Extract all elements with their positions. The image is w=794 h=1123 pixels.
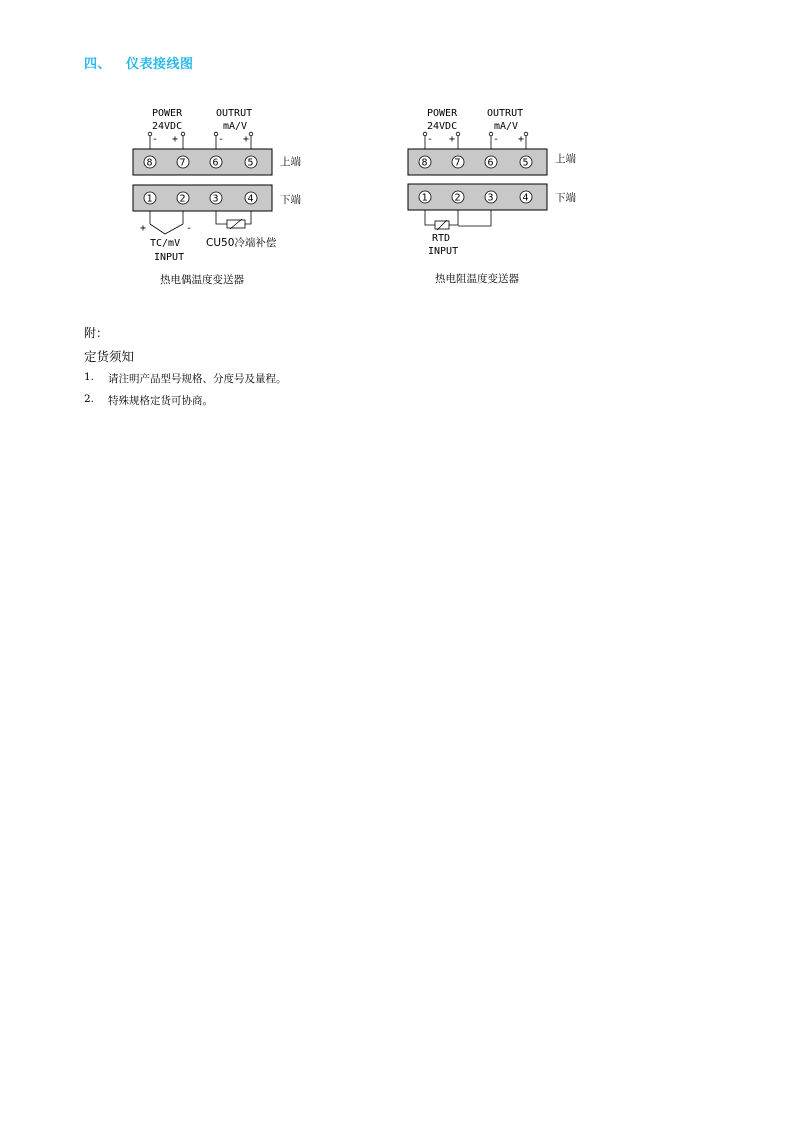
power-label: POWER [152, 108, 183, 119]
output-plus-sign: + [518, 134, 525, 145]
power-plus-sign: + [172, 134, 179, 145]
output-label: OUTRUT [216, 108, 253, 119]
input-label: INPUT [428, 246, 459, 257]
section-heading [84, 53, 194, 72]
terminal-4-label: 4 [247, 193, 254, 205]
power-minus-sign: - [152, 134, 159, 145]
cu50-compensation-label: CU50冷端补偿 [206, 237, 277, 249]
thermocouple-wiring-diagram [120, 100, 340, 295]
rtd-caption: 热电阻温度变送器 [435, 273, 519, 285]
terminal-1-label: 1 [421, 192, 428, 204]
input-label: INPUT [154, 252, 185, 263]
list-item-text: 请注明产品型号规格、分度号及量程。 [108, 373, 287, 385]
section-title: 仪表接线图 [126, 57, 194, 72]
list-item-index: 1. [84, 371, 95, 383]
power-plus-sign: + [449, 134, 456, 145]
appendix-label: 附： [84, 326, 109, 340]
input-plus-sign: + [140, 223, 147, 234]
rtd-wires [425, 210, 491, 230]
list-item [84, 371, 287, 386]
terminal-1-label: 1 [146, 193, 153, 205]
output-unit: mA/V [223, 121, 248, 132]
top-lead-pins [423, 132, 528, 150]
terminal-2-label: 2 [454, 192, 461, 204]
terminal-5-label: 5 [247, 157, 254, 169]
output-label: OUTRUT [487, 108, 524, 119]
power-voltage: 24VDC [427, 121, 458, 132]
input-type-label: TC/mV [150, 238, 181, 249]
ordering-subtitle: 定货须知 [84, 349, 135, 364]
top-lead-pins [148, 132, 253, 150]
terminal-8-label: 8 [421, 157, 428, 169]
bottom-side-label: 下端 [555, 192, 576, 204]
output-unit: mA/V [494, 121, 519, 132]
thermocouple-wires [150, 211, 183, 234]
output-minus-sign: - [218, 134, 225, 145]
list-item-text: 特殊规格定货可协商。 [108, 395, 213, 407]
terminal-7-label: 7 [179, 157, 186, 169]
section-number: 四、 [84, 57, 112, 72]
top-side-label: 上端 [280, 156, 301, 168]
output-plus-sign: + [243, 134, 250, 145]
terminal-8-label: 8 [146, 157, 153, 169]
terminal-4-label: 4 [522, 192, 529, 204]
list-item-index: 2. [84, 393, 95, 405]
list-item [84, 393, 287, 408]
terminal-3-label: 3 [212, 193, 219, 205]
rtd-wiring-diagram [395, 100, 615, 295]
terminal-2-label: 2 [179, 193, 186, 205]
bottom-side-label: 下端 [280, 194, 301, 206]
top-side-label: 上端 [555, 153, 576, 165]
terminal-6-label: 6 [212, 157, 219, 169]
input-type-label: RTD [432, 233, 451, 244]
terminal-7-label: 7 [454, 157, 461, 169]
output-minus-sign: - [493, 134, 500, 145]
ordering-list [84, 371, 287, 408]
power-label: POWER [427, 108, 458, 119]
power-minus-sign: - [427, 134, 434, 145]
cu50-resistor-wires [216, 211, 251, 229]
terminal-6-label: 6 [487, 157, 494, 169]
terminal-5-label: 5 [522, 157, 529, 169]
input-minus-sign: - [186, 223, 193, 234]
terminal-3-label: 3 [487, 192, 494, 204]
ordering-notes [84, 324, 287, 415]
power-voltage: 24VDC [152, 121, 183, 132]
thermocouple-caption: 热电偶温度变送器 [160, 274, 244, 286]
